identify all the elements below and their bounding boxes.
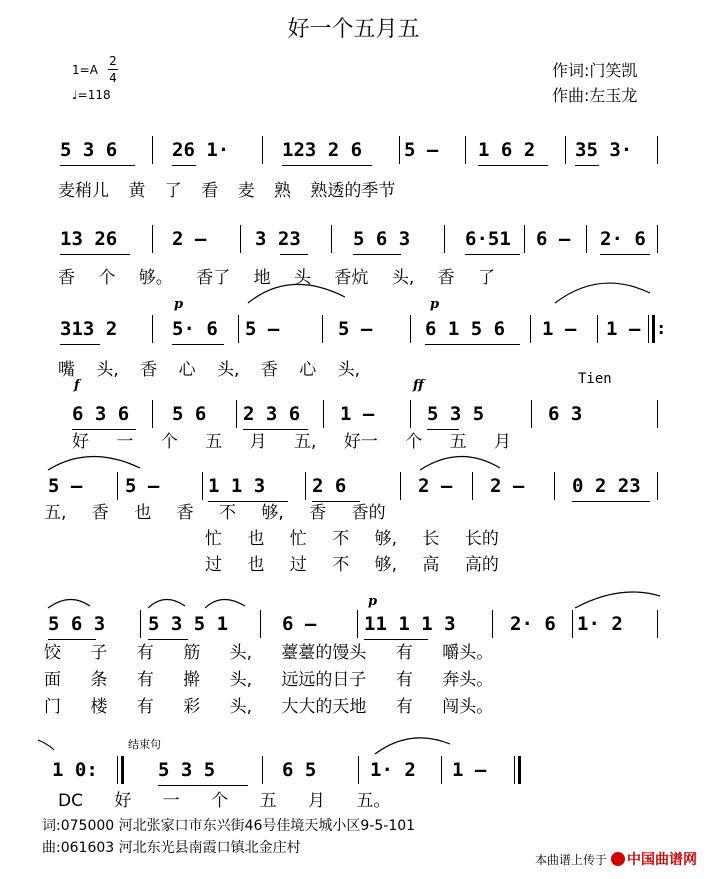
note-group: 5 3 6 xyxy=(60,139,118,161)
note-group: 5 3 5 xyxy=(158,759,216,781)
note-group: 313 2 xyxy=(60,318,118,340)
dynamic-piano: p xyxy=(368,594,378,609)
note-group: 2 3 6 xyxy=(243,403,301,425)
note-group: 1 6 2 xyxy=(478,139,536,161)
note-group: 11 1 1 3 xyxy=(364,613,456,635)
note-group: 1· 2 xyxy=(577,613,623,635)
meter-top: 2 xyxy=(109,54,117,68)
note-group: 1 1 3 xyxy=(208,475,266,497)
note-group: 123 2 6 xyxy=(282,139,363,161)
note-group: 6 3 6 xyxy=(72,403,130,425)
note-group: 6 1 5 6 xyxy=(425,318,506,340)
note-group: 1 – xyxy=(340,403,375,425)
note-group: 35 3· xyxy=(575,139,633,161)
note-group: 1 – xyxy=(606,318,641,340)
note-group: 1· 2 xyxy=(370,759,416,781)
lyric-line: 香 个 够。 香了 地 头 香炕 头, 香 了 xyxy=(58,268,496,288)
tempo-marking xyxy=(72,88,111,102)
note-group: 2 – xyxy=(172,228,207,250)
note-group: 2· 6 xyxy=(510,613,556,635)
note-group: 5 6 3 xyxy=(48,613,106,635)
note-group: 1 0: xyxy=(52,759,98,781)
slur-marks xyxy=(0,588,707,610)
note-group: 5 6 3 xyxy=(353,228,411,250)
note-group: 6 3 xyxy=(548,403,583,425)
footer-composer-address: 曲:061603 河北东光县南霞口镇北金庄村 xyxy=(42,840,301,856)
lyricist-credit: 作词:门笑凯 xyxy=(552,61,638,80)
slur-marks xyxy=(0,275,707,315)
note-group: 5 – xyxy=(48,475,83,497)
note-group: 6 – xyxy=(282,613,317,635)
lyric-line: 门 楼 有 彩 头, 大大的天地 有 闯头。 xyxy=(44,697,494,717)
dynamic-piano: p xyxy=(430,297,440,312)
note-group: 5 6 xyxy=(172,403,207,425)
lyric-line: 饺 子 有 筋 头, 薹薹的馒头 有 嚼头。 xyxy=(44,643,494,663)
note-group: 5 3 5 1 xyxy=(148,613,229,635)
note-group: 6 5 xyxy=(282,759,317,781)
lyric-line: 嘴 头, 香 心 头, 香 心 头, xyxy=(58,360,361,380)
key-signature: 1=A xyxy=(72,63,98,77)
note-group: 2· 6 xyxy=(600,228,646,250)
page-title: 好一个五月五 xyxy=(287,17,420,42)
note-group: 2 – xyxy=(418,475,453,497)
dynamic-piano: p xyxy=(174,297,184,312)
site-logo[interactable] xyxy=(611,849,697,869)
quarter-note-icon: ♩ xyxy=(72,88,78,102)
note-group: 26 1· xyxy=(172,139,230,161)
logo-icon xyxy=(611,852,625,866)
upload-text: 本曲谱上传于 xyxy=(534,852,607,867)
note-group: 5· 6 xyxy=(172,318,218,340)
dynamic-fortissimo: ff xyxy=(413,378,424,393)
note-group: 1 – xyxy=(452,759,487,781)
dynamic-forte: f xyxy=(74,378,80,393)
note-group: 5 – xyxy=(404,139,439,161)
lyric-line: 好 一 个 五 月 五, 好一 个 五 月 xyxy=(72,432,512,452)
lyric-line: 麦稍儿 黄 了 看 麦 熟 熟透的季节 xyxy=(58,181,396,201)
note-group: 13 26 xyxy=(60,228,118,250)
logo-text: 中国曲谱网 xyxy=(627,852,697,868)
note-group: 5 – xyxy=(125,475,160,497)
lyric-line: 过 也 过 不 够, 高 高的 xyxy=(205,555,499,575)
slur-marks xyxy=(0,450,707,472)
ending-label: 结束句 xyxy=(128,738,161,751)
repeat-sign: : xyxy=(658,319,665,338)
note-group: 1 – xyxy=(542,318,577,340)
note-group: 5 3 5 xyxy=(427,403,485,425)
note-group: 6 – xyxy=(536,228,571,250)
lyric-line: 面 条 有 擀 头, 远远的日子 有 奔头。 xyxy=(44,670,494,690)
tempo-value: =118 xyxy=(77,88,111,102)
note-group: 2 – xyxy=(490,475,525,497)
note-group: 2 6 xyxy=(312,475,347,497)
upload-credit xyxy=(535,849,697,869)
slur-marks xyxy=(0,734,707,756)
note-group: 5 – xyxy=(338,318,373,340)
note-group: 0 2 23 xyxy=(572,475,641,497)
note-group: 3 23 xyxy=(255,228,301,250)
note-group: 5 – xyxy=(245,318,280,340)
tien-annotation: Tien xyxy=(578,371,612,387)
lyric-line: 忙 也 忙 不 够, 长 长的 xyxy=(205,529,499,549)
lyric-line: 五, 香 也 香 不 够, 香 香的 xyxy=(44,503,386,523)
lyric-line: DC 好 一 个 五 月 五。 xyxy=(58,791,391,811)
footer-lyricist-address: 词:075000 河北张家口市东兴街46号佳境天城小区9-5-101 xyxy=(42,818,416,834)
composer-credit: 作曲:左玉龙 xyxy=(552,86,638,105)
note-group: 6·51 xyxy=(465,228,511,250)
meter-bottom: 4 xyxy=(109,71,117,85)
time-signature xyxy=(106,53,120,86)
